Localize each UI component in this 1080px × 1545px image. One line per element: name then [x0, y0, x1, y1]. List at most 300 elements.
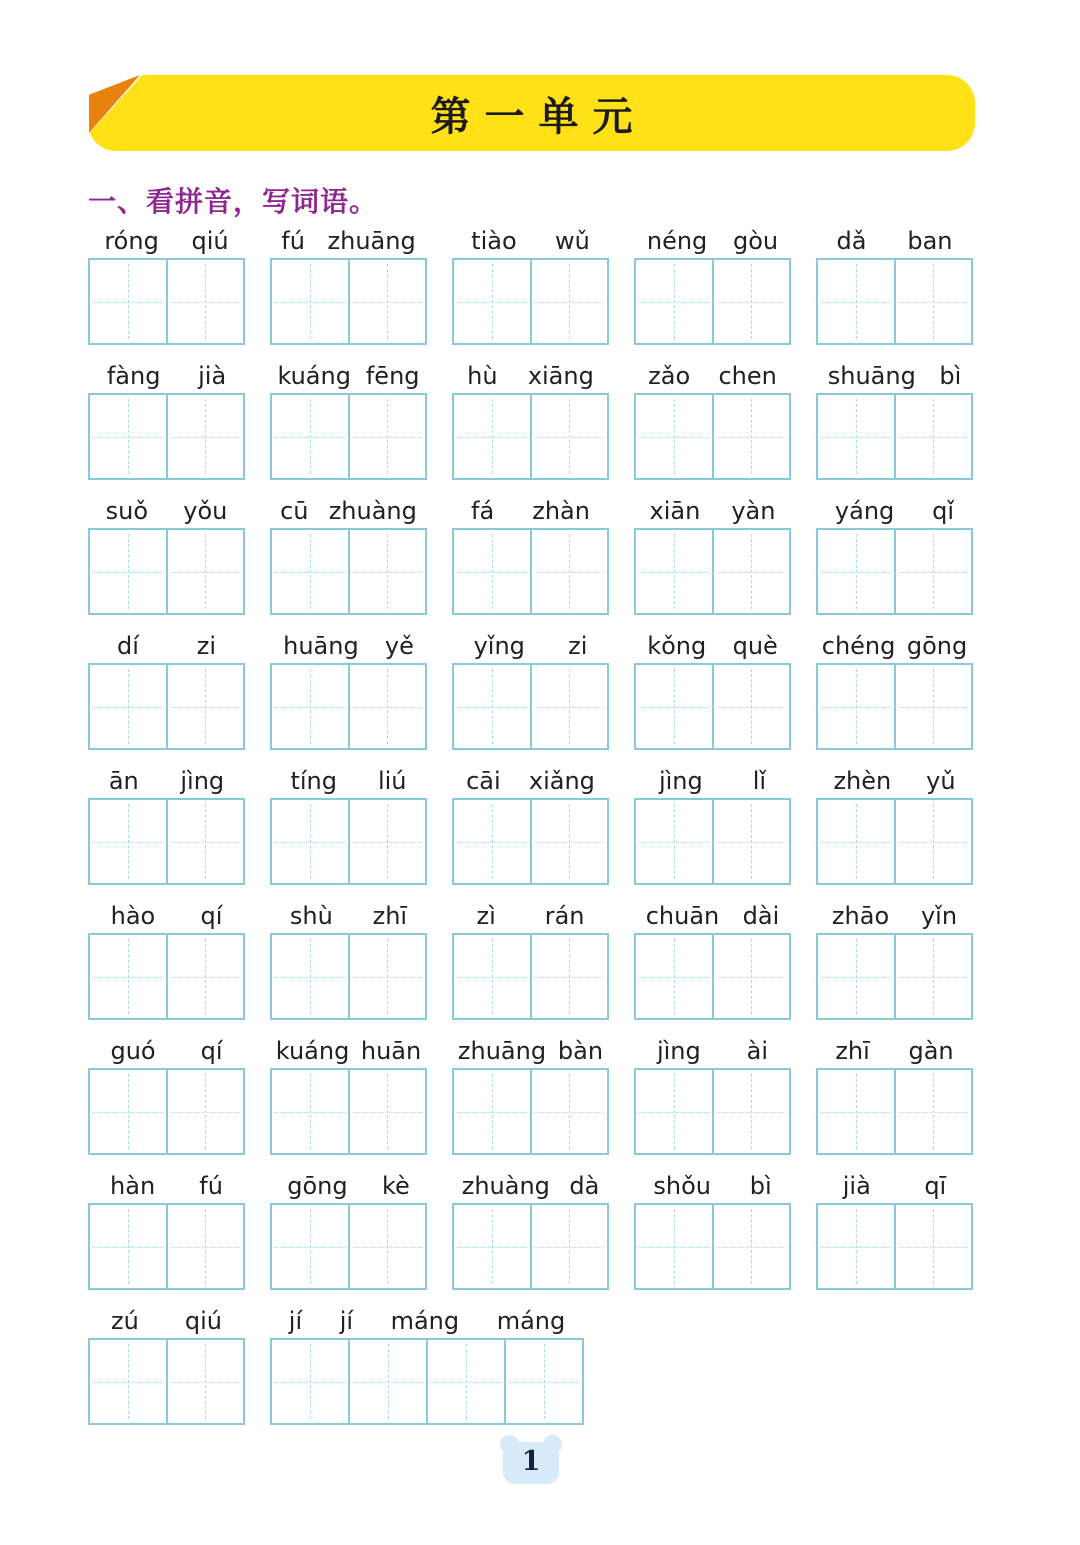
writing-grid [452, 528, 609, 615]
word-row [88, 496, 1080, 615]
pinyin-syllable: yǔ [926, 767, 956, 795]
pinyin-syllable: shǒu [653, 1172, 711, 1200]
writing-grid [88, 528, 245, 615]
pinyin-syllable: yǐng [473, 632, 525, 660]
grid-cell [454, 260, 530, 343]
pinyin-syllable: qiú [184, 1307, 222, 1335]
word-group [88, 1306, 245, 1425]
grid-cell [272, 1340, 348, 1423]
word-group [816, 631, 973, 750]
grid-cell [636, 1070, 712, 1153]
grid-cell [166, 1070, 244, 1153]
pinyin-syllable: zhī [835, 1037, 870, 1065]
grid-cell [90, 935, 166, 1018]
pinyin-label [270, 1171, 427, 1201]
pinyin-syllable: dài [742, 902, 780, 930]
pinyin-label [452, 766, 609, 796]
writing-grid [816, 528, 973, 615]
grid-cell [894, 665, 972, 748]
grid-cell [712, 1070, 790, 1153]
pinyin-syllable: shù [289, 902, 333, 930]
word-row [88, 631, 1080, 750]
grid-cell [530, 1070, 608, 1153]
pinyin-syllable: jí [339, 1307, 354, 1335]
pinyin-syllable: fú [199, 1172, 223, 1200]
grid-cell [818, 665, 894, 748]
word-row [88, 361, 1080, 480]
grid-cell [712, 1205, 790, 1288]
exercise-heading: 一、看拼音，写词语。 [88, 185, 379, 218]
pinyin-label [452, 1171, 609, 1201]
pinyin-label [452, 361, 609, 391]
pinyin-syllable: zì [476, 902, 496, 930]
grid-cell [818, 1205, 894, 1288]
word-row [88, 901, 1080, 1020]
grid-cell [530, 800, 608, 883]
word-group [816, 1171, 973, 1290]
grid-cell [636, 800, 712, 883]
grid-cell [90, 260, 166, 343]
pinyin-syllable: dí [116, 632, 139, 660]
word-group [634, 226, 791, 345]
pinyin-syllable: qī [924, 1172, 947, 1200]
grid-cell [712, 395, 790, 478]
grid-cell [348, 260, 426, 343]
writing-grid [452, 1068, 609, 1155]
pinyin-syllable: jí [288, 1307, 303, 1335]
grid-cell [166, 395, 244, 478]
unit-banner [88, 75, 975, 151]
word-group [634, 631, 791, 750]
writing-grid [634, 663, 791, 750]
word-group [270, 226, 427, 345]
pinyin-label [452, 226, 609, 256]
unit-title: 第一单元 [430, 93, 647, 140]
pinyin-syllable: zú [111, 1307, 139, 1335]
pinyin-label [88, 1036, 245, 1066]
pinyin-syllable: gōng [906, 632, 968, 660]
grid-cell [712, 935, 790, 1018]
pinyin-label [88, 361, 245, 391]
pinyin-syllable: fú [281, 227, 305, 255]
word-group [816, 1036, 973, 1155]
pinyin-label [816, 361, 973, 391]
pinyin-syllable: zhuàng [328, 497, 417, 525]
grid-cell [636, 665, 712, 748]
pinyin-label [270, 1306, 584, 1336]
pinyin-label [270, 631, 427, 661]
writing-grid [88, 663, 245, 750]
pinyin-syllable: tiào [471, 227, 517, 255]
writing-grid [88, 258, 245, 345]
pinyin-label [270, 766, 427, 796]
grid-cell [348, 800, 426, 883]
pinyin-syllable: zhuāng [327, 227, 416, 255]
grid-cell [454, 665, 530, 748]
word-group [816, 766, 973, 885]
writing-grid [634, 1068, 791, 1155]
pinyin-syllable: zǎo [648, 362, 691, 390]
word-group [452, 496, 609, 615]
pinyin-syllable: kuáng [277, 362, 351, 390]
pinyin-label [270, 901, 427, 931]
pinyin-syllable: wǔ [554, 227, 590, 255]
word-group [452, 631, 609, 750]
word-row [88, 1171, 1080, 1290]
word-group [452, 361, 609, 480]
worksheet [0, 226, 1080, 1441]
pinyin-syllable: huān [360, 1037, 422, 1065]
word-group [452, 1036, 609, 1155]
word-group [634, 1036, 791, 1155]
writing-grid [816, 1203, 973, 1290]
word-group [634, 901, 791, 1020]
pinyin-syllable: ban [907, 227, 953, 255]
grid-cell [166, 935, 244, 1018]
pinyin-label [634, 1036, 791, 1066]
pinyin-syllable: zi [568, 632, 588, 660]
pinyin-syllable: dǎ [836, 227, 867, 255]
pinyin-syllable: xiǎng [528, 767, 595, 795]
pinyin-syllable: hào [110, 902, 156, 930]
pinyin-syllable: zhèn [833, 767, 892, 795]
grid-cell [166, 1205, 244, 1288]
grid-cell [818, 260, 894, 343]
pinyin-syllable: kǒng [647, 632, 707, 660]
grid-cell [894, 395, 972, 478]
writing-grid [270, 933, 427, 1020]
writing-grid [452, 663, 609, 750]
pinyin-syllable: dà [569, 1172, 600, 1200]
grid-cell [530, 1205, 608, 1288]
word-row [88, 226, 1080, 345]
writing-grid [452, 1203, 609, 1290]
grid-cell [272, 665, 348, 748]
pinyin-label [634, 496, 791, 526]
pinyin-syllable: cū [280, 497, 309, 525]
word-group [634, 496, 791, 615]
grid-cell [90, 665, 166, 748]
word-group [270, 631, 427, 750]
writing-grid [88, 1338, 245, 1425]
writing-grid [88, 1068, 245, 1155]
pinyin-syllable: què [732, 632, 778, 660]
word-group [816, 496, 973, 615]
writing-grid [452, 393, 609, 480]
pinyin-label [634, 361, 791, 391]
word-group [88, 766, 245, 885]
writing-grid [816, 798, 973, 885]
writing-grid [816, 393, 973, 480]
word-group [270, 361, 427, 480]
word-group [88, 496, 245, 615]
word-group [634, 361, 791, 480]
grid-cell [818, 1070, 894, 1153]
grid-cell [504, 1340, 582, 1423]
grid-cell [90, 800, 166, 883]
word-group [452, 1171, 609, 1290]
pinyin-syllable: jìng [180, 767, 225, 795]
pinyin-label [88, 496, 245, 526]
grid-cell [818, 800, 894, 883]
grid-cell [348, 665, 426, 748]
pinyin-syllable: liú [377, 767, 407, 795]
grid-cell [894, 1070, 972, 1153]
grid-cell [348, 1340, 426, 1423]
grid-cell [530, 935, 608, 1018]
pinyin-label [88, 1306, 245, 1336]
pinyin-syllable: zhī [372, 902, 408, 930]
grid-cell [348, 395, 426, 478]
writing-grid [270, 1068, 427, 1155]
writing-grid [270, 1203, 427, 1290]
pinyin-syllable: cāi [466, 767, 501, 795]
pinyin-syllable: zhuāng [457, 1037, 547, 1065]
pinyin-syllable: shuāng [827, 362, 916, 390]
pinyin-syllable: huāng [283, 632, 359, 660]
pinyin-syllable: bàn [557, 1037, 604, 1065]
pinyin-label [816, 766, 973, 796]
pinyin-label [270, 226, 427, 256]
writing-grid [270, 528, 427, 615]
pinyin-syllable: fàng [106, 362, 161, 390]
grid-cell [636, 260, 712, 343]
word-group [452, 901, 609, 1020]
word-row [88, 1036, 1080, 1155]
pinyin-syllable: fá [471, 497, 495, 525]
grid-cell [454, 1205, 530, 1288]
grid-cell [454, 530, 530, 613]
grid-cell [272, 1205, 348, 1288]
writing-grid [88, 393, 245, 480]
pinyin-syllable: qí [200, 1037, 223, 1065]
pinyin-syllable: tíng [290, 767, 337, 795]
page-number-badge [503, 1442, 559, 1484]
grid-cell [894, 800, 972, 883]
pinyin-label [88, 631, 245, 661]
word-row [88, 1306, 1080, 1425]
pinyin-label [270, 1036, 427, 1066]
word-group [88, 901, 245, 1020]
writing-grid [634, 393, 791, 480]
pinyin-label [634, 766, 791, 796]
writing-grid [270, 1338, 584, 1425]
pinyin-syllable: fēng [365, 362, 420, 390]
pinyin-syllable: róng [104, 227, 159, 255]
pinyin-label [634, 631, 791, 661]
pinyin-syllable: kuáng [275, 1037, 350, 1065]
writing-grid [270, 258, 427, 345]
writing-grid [634, 258, 791, 345]
pinyin-syllable: qí [200, 902, 223, 930]
word-group [816, 226, 973, 345]
pinyin-syllable: chen [718, 362, 777, 390]
pinyin-label [816, 226, 973, 256]
grid-cell [348, 1070, 426, 1153]
writing-grid [88, 798, 245, 885]
grid-cell [818, 395, 894, 478]
pinyin-syllable: qǐ [932, 497, 955, 525]
pinyin-syllable: gōng [287, 1172, 348, 1200]
grid-cell [272, 800, 348, 883]
pinyin-syllable: zhàn [532, 497, 590, 525]
writing-grid [634, 933, 791, 1020]
page-number: 1 [521, 1446, 541, 1477]
pinyin-label [816, 496, 973, 526]
pinyin-syllable: yǐn [920, 902, 958, 930]
pinyin-syllable: hàn [110, 1172, 156, 1200]
grid-cell [272, 1070, 348, 1153]
writing-grid [816, 663, 973, 750]
writing-grid [634, 798, 791, 885]
pinyin-syllable: xiāng [527, 362, 594, 390]
pinyin-label [452, 496, 609, 526]
word-group [634, 1171, 791, 1290]
grid-cell [272, 935, 348, 1018]
grid-cell [166, 530, 244, 613]
grid-cell [894, 935, 972, 1018]
grid-cell [426, 1340, 504, 1423]
pinyin-label [816, 901, 973, 931]
pinyin-label [88, 226, 245, 256]
pinyin-syllable: rán [544, 902, 585, 930]
pinyin-label [816, 1036, 973, 1066]
pinyin-syllable: ān [108, 767, 139, 795]
grid-cell [530, 260, 608, 343]
grid-cell [636, 1205, 712, 1288]
writing-grid [88, 933, 245, 1020]
grid-cell [894, 530, 972, 613]
pinyin-syllable: yǒu [183, 497, 228, 525]
writing-grid [270, 663, 427, 750]
grid-cell [530, 530, 608, 613]
grid-cell [454, 800, 530, 883]
pinyin-syllable: máng [496, 1307, 566, 1335]
grid-cell [454, 395, 530, 478]
word-group [88, 361, 245, 480]
word-group [270, 496, 427, 615]
pinyin-syllable: ài [746, 1037, 769, 1065]
word-group [88, 1171, 245, 1290]
grid-cell [166, 665, 244, 748]
word-group [634, 766, 791, 885]
writing-grid [816, 1068, 973, 1155]
pinyin-syllable: gòu [733, 227, 779, 255]
grid-cell [894, 260, 972, 343]
pinyin-syllable: bì [939, 362, 962, 390]
grid-cell [90, 530, 166, 613]
word-group [270, 901, 427, 1020]
word-group [816, 901, 973, 1020]
pinyin-label [816, 631, 973, 661]
pinyin-syllable: guó [110, 1037, 156, 1065]
grid-cell [454, 935, 530, 1018]
writing-grid [452, 798, 609, 885]
word-group [88, 631, 245, 750]
pinyin-label [452, 1036, 609, 1066]
writing-grid [270, 393, 427, 480]
grid-cell [712, 260, 790, 343]
grid-cell [712, 530, 790, 613]
writing-grid [452, 258, 609, 345]
pinyin-syllable: yàn [731, 497, 776, 525]
pinyin-label [88, 901, 245, 931]
pinyin-syllable: kè [381, 1172, 410, 1200]
pinyin-syllable: zhāo [831, 902, 890, 930]
pinyin-syllable: jìng [656, 1037, 701, 1065]
grid-cell [348, 1205, 426, 1288]
pinyin-label [270, 496, 427, 526]
word-group [452, 766, 609, 885]
word-group [270, 1036, 427, 1155]
pinyin-label [634, 1171, 791, 1201]
pinyin-syllable: hù [467, 362, 498, 390]
pinyin-label [452, 901, 609, 931]
pinyin-syllable: chéng [821, 632, 896, 660]
grid-cell [166, 800, 244, 883]
pinyin-label [88, 766, 245, 796]
word-group [270, 1171, 427, 1290]
word-row [88, 766, 1080, 885]
pinyin-syllable: xiān [649, 497, 701, 525]
pinyin-syllable: bì [749, 1172, 772, 1200]
grid-cell [530, 665, 608, 748]
grid-cell [712, 800, 790, 883]
grid-cell [90, 1070, 166, 1153]
pinyin-syllable: yě [384, 632, 414, 660]
grid-cell [454, 1070, 530, 1153]
writing-grid [270, 798, 427, 885]
grid-cell [818, 530, 894, 613]
grid-cell [272, 395, 348, 478]
pinyin-syllable: máng [390, 1307, 460, 1335]
grid-cell [894, 1205, 972, 1288]
grid-cell [636, 530, 712, 613]
writing-grid [816, 258, 973, 345]
pinyin-syllable: suǒ [105, 497, 149, 525]
grid-cell [530, 395, 608, 478]
pinyin-syllable: jìng [658, 767, 703, 795]
pinyin-syllable: gàn [908, 1037, 954, 1065]
pinyin-label [452, 631, 609, 661]
grid-cell [272, 530, 348, 613]
pinyin-label [634, 226, 791, 256]
word-group [270, 1306, 584, 1425]
pinyin-syllable: qiú [191, 227, 229, 255]
writing-grid [88, 1203, 245, 1290]
word-group [270, 766, 427, 885]
writing-grid [634, 528, 791, 615]
writing-grid [634, 1203, 791, 1290]
grid-cell [348, 530, 426, 613]
pinyin-label [816, 1171, 973, 1201]
pinyin-syllable: jià [198, 362, 227, 390]
writing-grid [452, 933, 609, 1020]
writing-grid [816, 933, 973, 1020]
pinyin-label [634, 901, 791, 931]
pinyin-syllable: lǐ [752, 767, 767, 795]
pinyin-label [270, 361, 427, 391]
pinyin-syllable: jià [842, 1172, 871, 1200]
pinyin-syllable: néng [646, 227, 708, 255]
grid-cell [166, 1340, 244, 1423]
pinyin-syllable: zi [196, 632, 217, 660]
grid-cell [348, 935, 426, 1018]
grid-cell [818, 935, 894, 1018]
pinyin-syllable: zhuàng [461, 1172, 550, 1200]
grid-cell [272, 260, 348, 343]
grid-cell [636, 395, 712, 478]
